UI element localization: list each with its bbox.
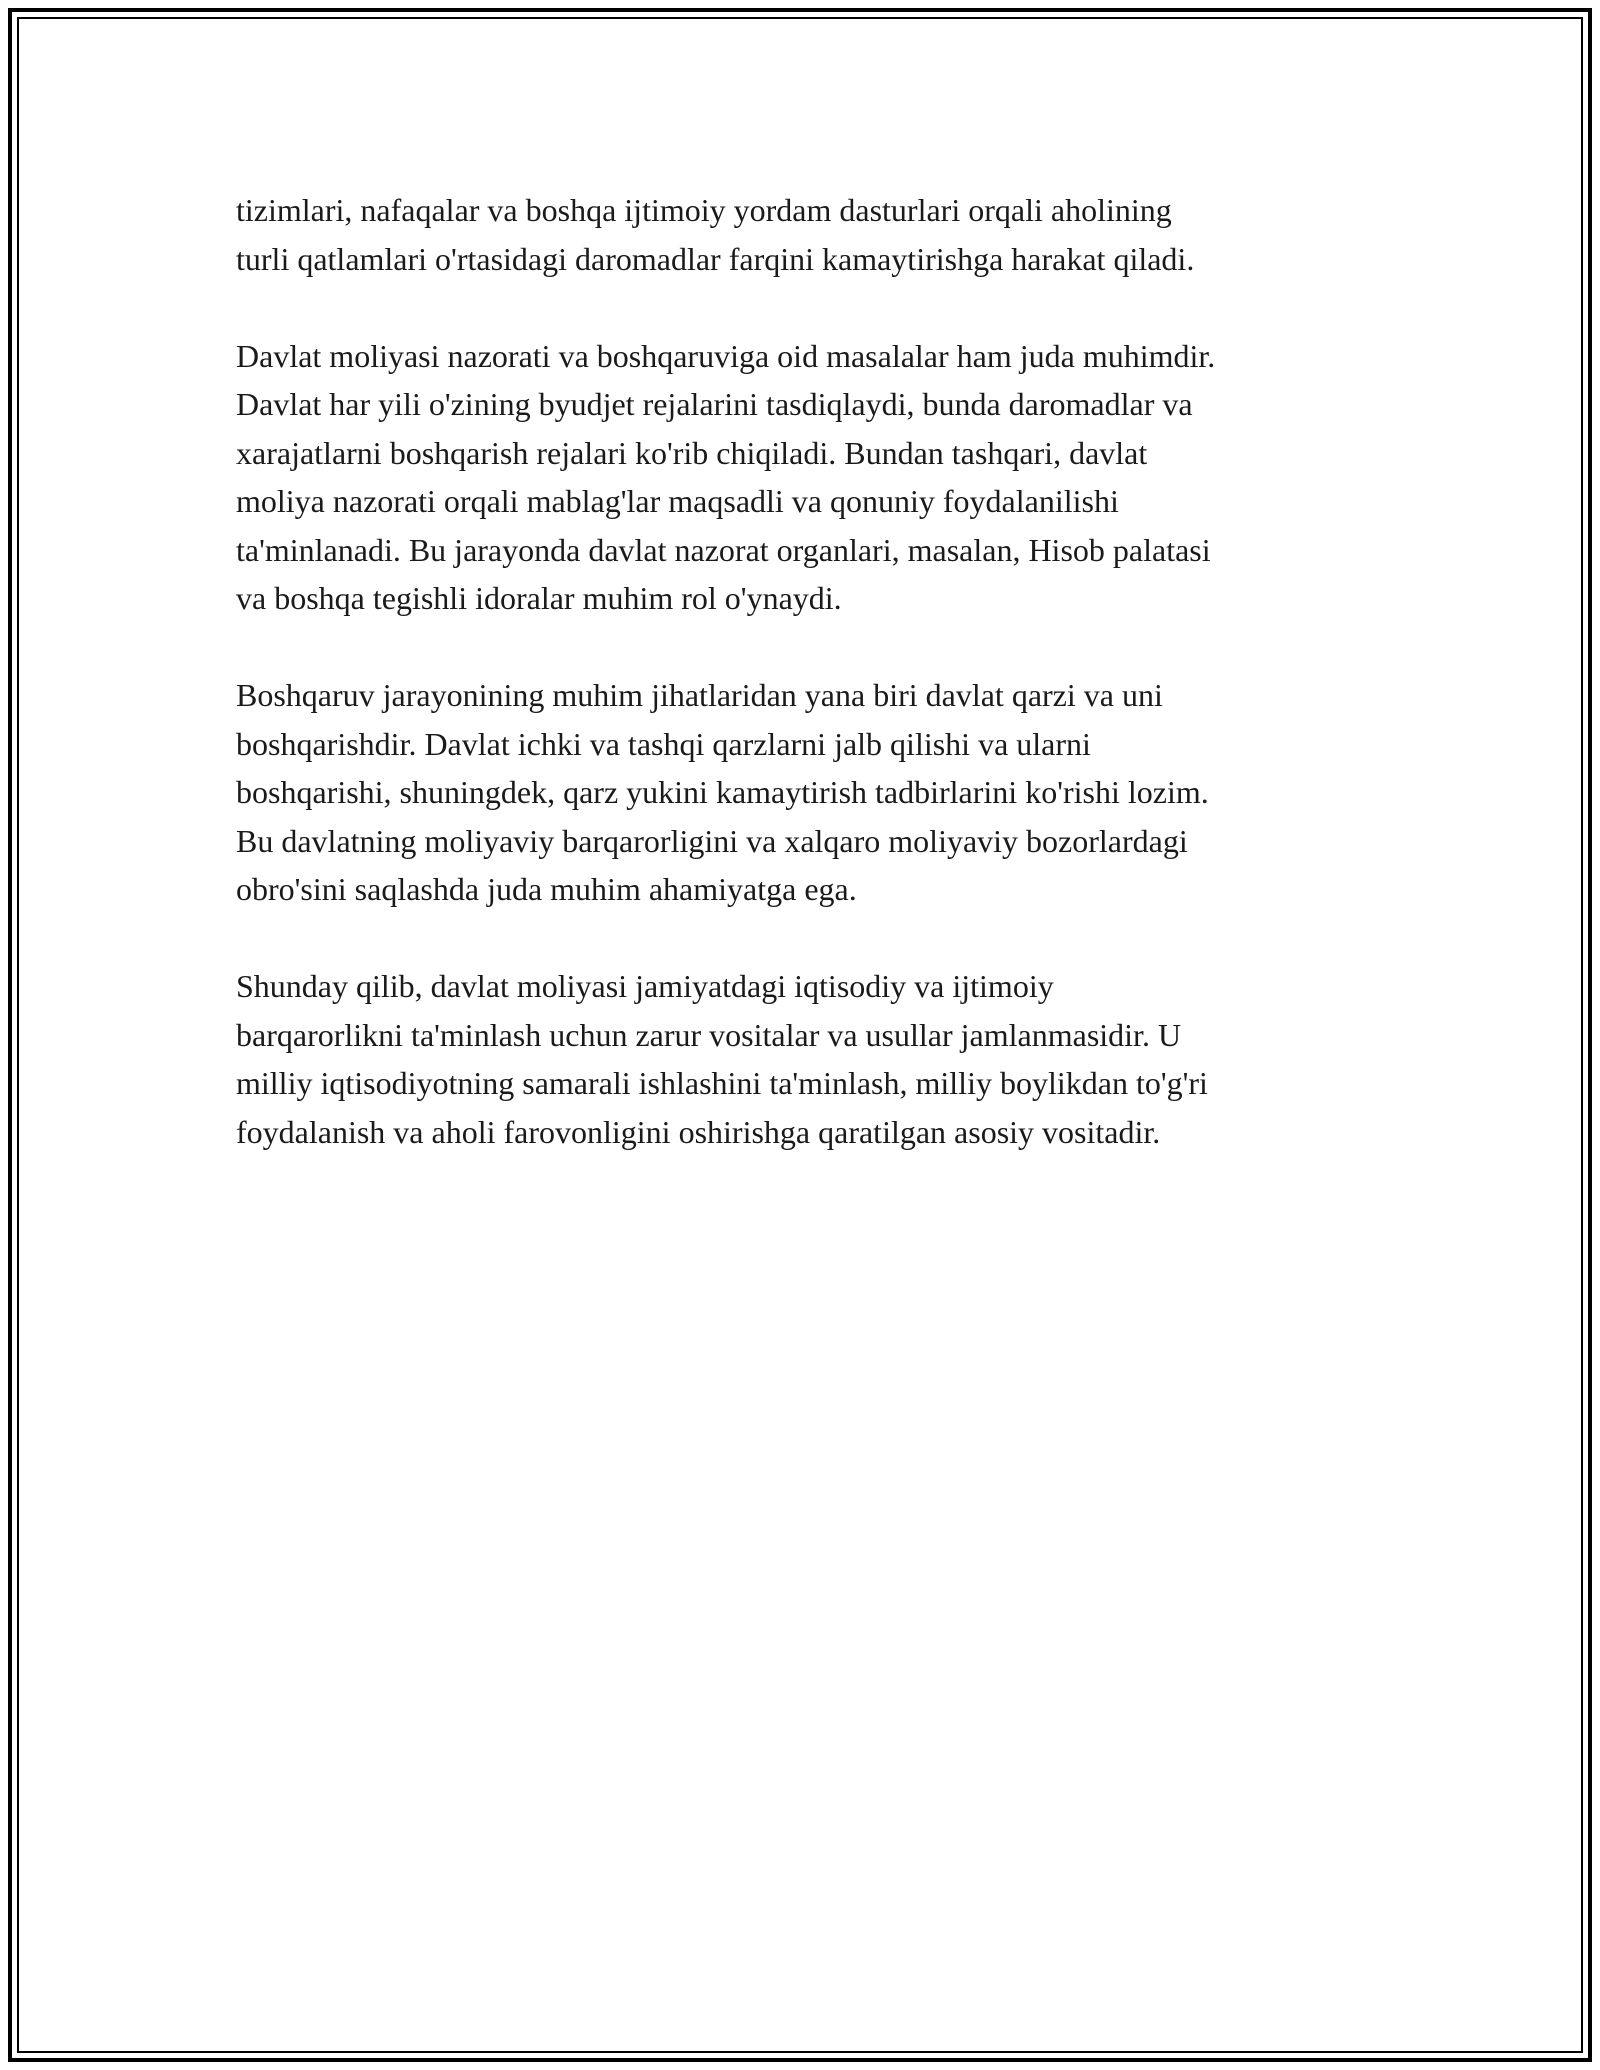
document-body — [236, 186, 1376, 1205]
paragraph-3: Boshqaruv jarayonining muhim jihatlaridan yana biri davlat qarzi va uni boshqarishdir. Davlat ichki va tashqi qarzlarni jalb qilishi va ularni boshqarishi, shuningdek, qarz yukini kamaytirish tadbirlarini ko'rishi lozim. Bu davlatning moliyaviy barqarorligini va xalqaro moliyaviy bozorlardagi obro'sini saqlashda juda muhim ahamiyatga ega. — [236, 677, 1209, 907]
paragraph-4: Shunday qilib, davlat moliyasi jamiyatdagi iqtisodiy va ijtimoiy barqarorlikni ta'minlash uchun zarur vositalar va usullar jamlanmasidir. U milliy iqtisodiyotning samarali ishlashini ta'minlash, milliy boylikdan to'g'ri foydalanish va aholi farovonligini oshirishga qaratilgan asosiy vositadir. — [236, 968, 1208, 1150]
paragraph-1: tizimlari, nafaqalar va boshqa ijtimoiy yordam dasturlari orqali aholining turli qatlamlari o'rtasidagi daromadlar farqini kamaytirishga harakat qiladi. — [236, 192, 1195, 277]
paragraph-2: Davlat moliyasi nazorati va boshqaruviga oid masalalar ham juda muhimdir. Davlat har yili o'zining byudjet rejalarini tasdiqlaydi, bunda daromadlar va xarajatlarni boshqarish rejalari ko'rib chiqiladi. Bundan tashqari, davlat moliya nazorati orqali mablag'lar maqsadli va qonuniy foydalanilishi ta'minlanadi. Bu jarayonda davlat nazorat organlari, masalan, Hisob palatasi va boshqa tegishli idoralar muhim rol o'ynaydi. — [236, 337, 1216, 616]
